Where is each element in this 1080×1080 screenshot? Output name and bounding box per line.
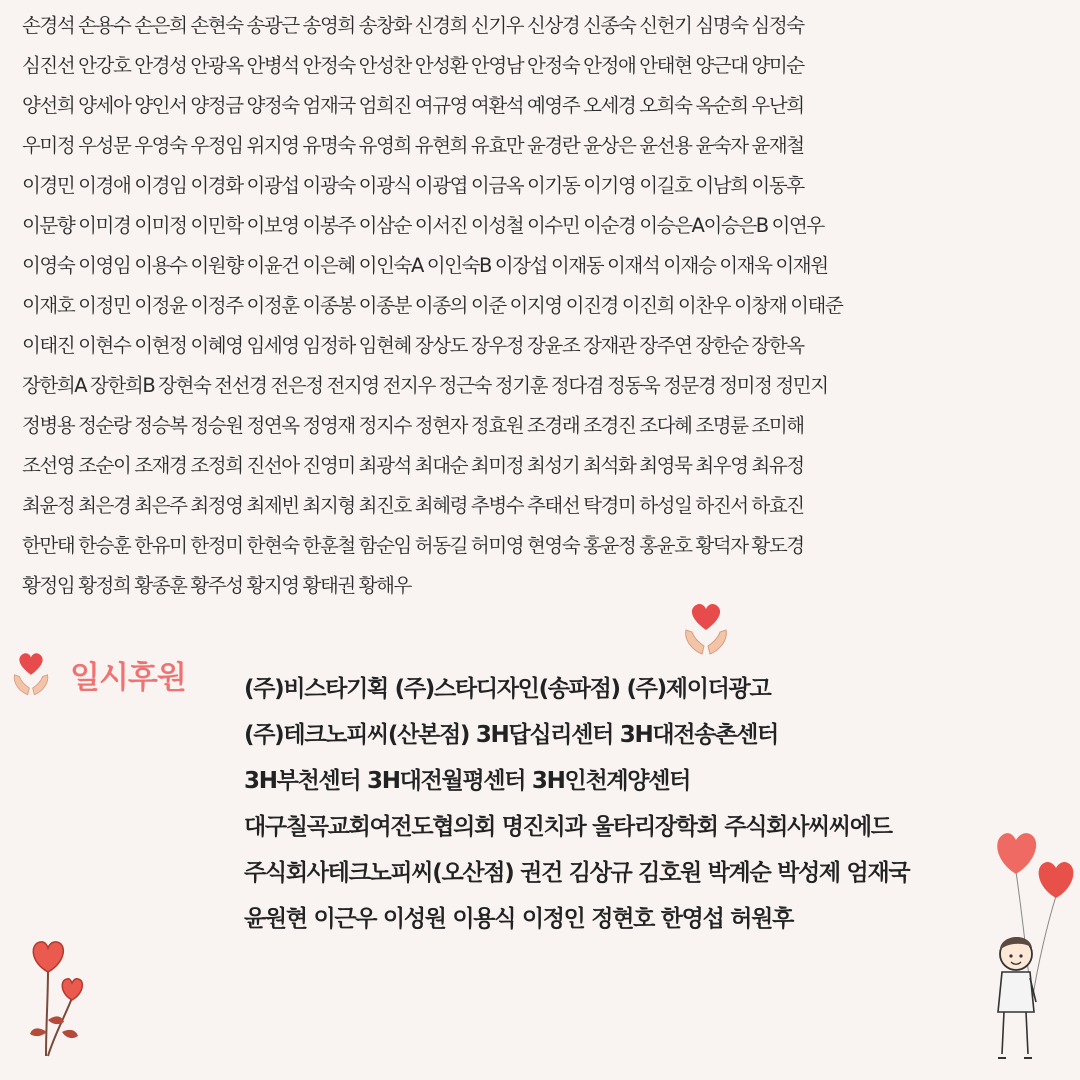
sponsor-line: 3H부천센터 3H대전월평센터 3H인천계양센터 [244,768,691,794]
donor-line: 우미정 우성문 우영숙 우정임 위지영 유명숙 유영희 유현희 유효만 윤경란 윤상은 윤선용 윤숙자 윤재철 [22,134,804,157]
sponsor-line: (주)테크노피씨(산본점) 3H답십리센터 3H대전송촌센터 [244,722,778,748]
donor-line: 손경석 손용수 손은희 손현숙 송광근 송영희 송창화 신경희 신기우 신상경 신종숙 신헌기 심명숙 심정숙 [22,14,804,37]
sponsor-line: 주식회사테크노피씨(오산점) 권건 김상규 김호원 박계순 박성제 엄재국 [244,860,910,886]
donor-line: 양선희 양세아 양인서 양정금 양정숙 엄재국 엄희진 여규영 여환석 예영주 오세경 오희숙 옥순희 우난희 [22,94,804,117]
donor-line: 이재호 이정민 이정윤 이정주 이정훈 이종봉 이종분 이종의 이준 이지영 이진경 이진희 이찬우 이창재 이태준 [22,294,843,317]
donor-line: 최윤정 최은경 최은주 최정영 최제빈 최지형 최진호 최혜령 추병수 추태선 탁경미 하성일 하진서 하효진 [22,494,804,517]
donor-line: 이문향 이미경 이미정 이민학 이보영 이봉주 이삼순 이서진 이성철 이수민 이순경 이승은A이승은B 이연우 [22,214,824,237]
donor-line: 정병용 정순랑 정승복 정승원 정연옥 정영재 정지수 정현자 정효원 조경래 조경진 조다혜 조명륜 조미해 [22,414,804,437]
sponsor-line: (주)비스타기획 (주)스타디자인(송파점) (주)제이더광고 [244,676,771,702]
boy-with-balloons-illustration [986,822,1076,1066]
donor-line: 한만태 한승훈 한유미 한정미 한현숙 한훈철 함순임 허동길 허미영 현영숙 홍윤정 홍윤호 황덕자 황도경 [22,534,804,557]
section-title: 일시후원 [70,659,186,696]
sponsor-list [244,666,1054,942]
heart-flowers-illustration [24,936,104,1060]
section-heading [8,650,186,698]
donor-line: 이태진 이현수 이현정 이혜영 임세영 임정하 임현혜 장상도 장우정 장윤조 장재관 장주연 장한순 장한옥 [22,334,804,357]
donor-line: 장한희A 장한희B 장현숙 전선경 전은정 전지영 전지우 정근숙 정기훈 정다겸 정동욱 정문경 정미정 정민지 [22,374,828,397]
heart-hands-icon [8,650,54,698]
donor-line: 심진선 안강호 안경성 안광옥 안병석 안정숙 안성찬 안성환 안영남 안정숙 안정애 안태현 양근대 양미순 [22,54,804,77]
heart-hands-icon [680,600,732,658]
donor-line: 이영숙 이영임 이용수 이원향 이윤건 이은혜 이인숙A 이인숙B 이장섭 이재동 이재석 이재승 이재욱 이재원 [22,254,828,277]
sponsor-line: 윤원현 이근우 이성원 이용식 이정인 정현호 한영섭 허원후 [244,906,793,932]
donor-line: 이경민 이경애 이경임 이경화 이광섭 이광숙 이광식 이광엽 이금옥 이기동 이기영 이길호 이남희 이동후 [22,174,804,197]
donor-line: 조선영 조순이 조재경 조정희 진선아 진영미 최광석 최대순 최미정 최성기 최석화 최영묵 최우영 최유정 [22,454,804,477]
sponsor-line: 대구칠곡교회여전도협의회 명진치과 울타리장학회 주식회사씨씨에드 [244,814,892,840]
donor-line: 황정임 황정희 황종훈 황주성 황지영 황태권 황해우 [22,574,411,597]
donor-list [22,6,1068,606]
